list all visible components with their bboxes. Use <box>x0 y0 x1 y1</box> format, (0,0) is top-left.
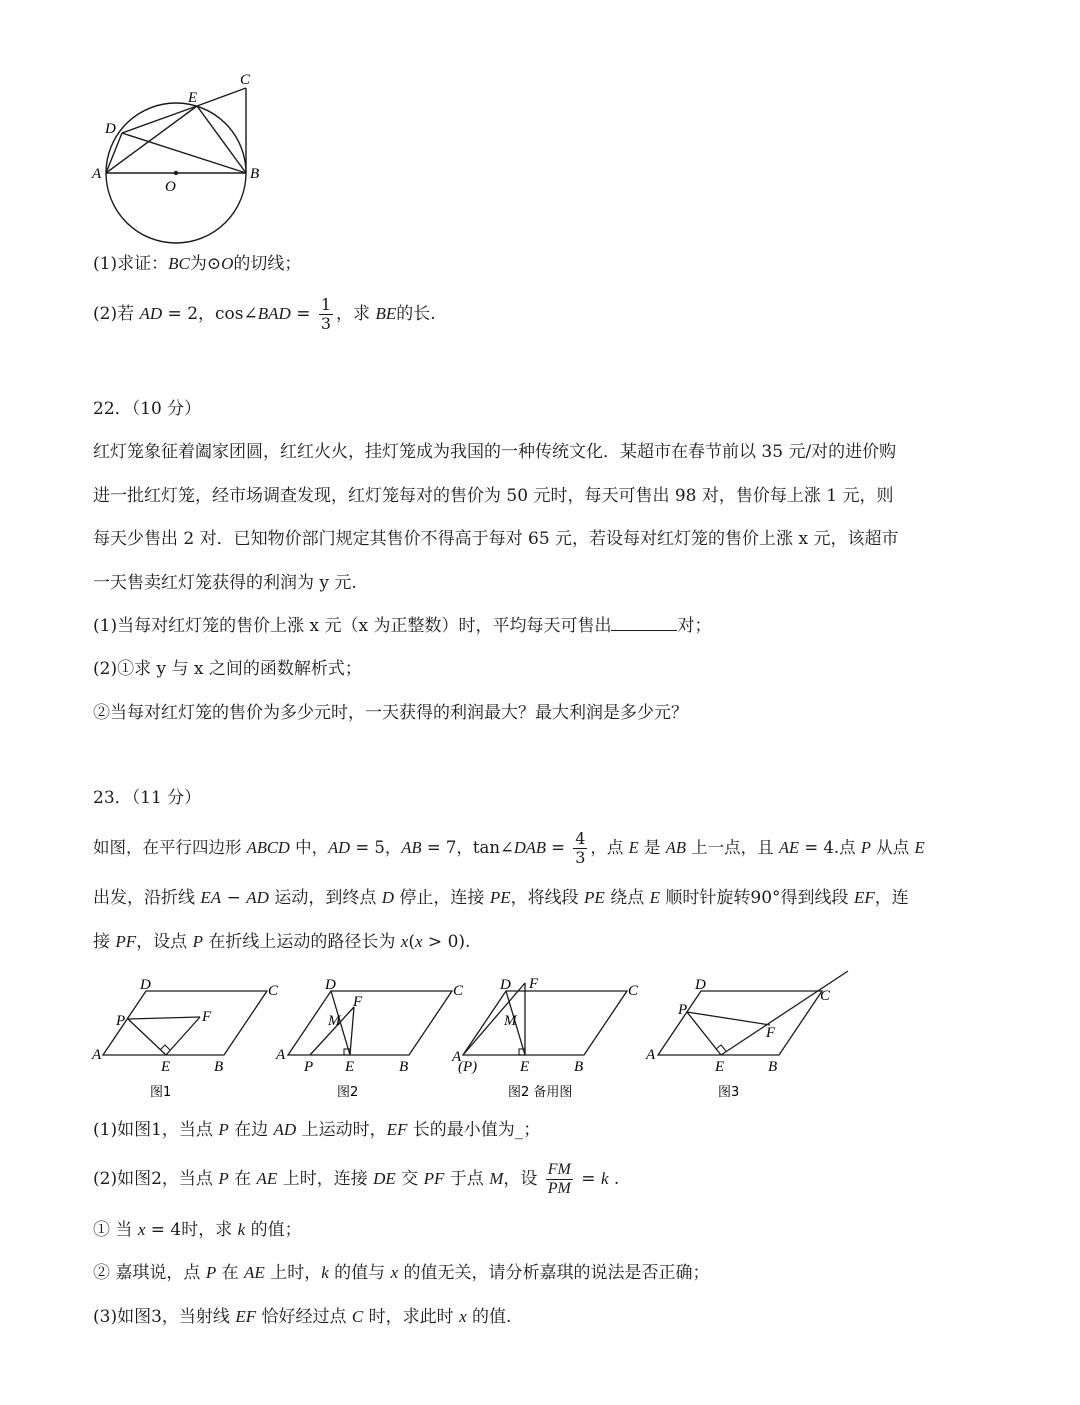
fig3-label-c: C <box>628 983 639 999</box>
q23-figure-3 <box>640 965 860 1105</box>
fig1-label-f: F <box>202 1009 212 1025</box>
q22-question-2a: (2)①求 y 与 x 之间的函数解析式； <box>93 659 362 679</box>
fig3-label-d: D <box>500 977 511 993</box>
q23-sub-2-2: ② 嘉琪说，点 P 在 AE 上时，k 的值与 x 的值无关，请分析嘉琪的说法是否正确； <box>93 1263 710 1283</box>
segment-pf <box>128 1017 200 1019</box>
fig4-label-b: B <box>768 1059 778 1075</box>
fig3-label-a: A <box>452 1049 462 1065</box>
label-b: B <box>250 166 260 182</box>
label-e: E <box>188 90 198 106</box>
q23-para-line-1: 如图，在平行四边形 ABCD 中，AD = 5，AB = 7，tan∠DAB = $\frac{4}{3}$ ，点 E 是 AB 上一点，且 AE = 4.点 P 从点 E <box>93 829 925 867</box>
segment-de <box>122 106 197 133</box>
fig4-caption: 图3 <box>718 1085 740 1100</box>
fig2-label-p: P <box>304 1059 314 1075</box>
q23-sub-2: (2)如图2，当点 P 在 AE 上时，连接 DE 交 PF 于点 M，设 $\frac{FM}{PM}$ = k . <box>93 1161 620 1197</box>
fig3-caption: 图2 备用图 <box>508 1085 573 1100</box>
fig2-label-e: E <box>345 1059 355 1075</box>
label-c: C <box>240 72 251 88</box>
fig4-label-d: D <box>695 977 706 993</box>
fig2-label-f: F <box>353 994 363 1010</box>
center-dot <box>174 171 178 175</box>
segment-ce <box>197 88 246 106</box>
fraction-four-thirds: $\frac{4}{3}$ <box>575 829 586 867</box>
fig3-label-e: E <box>520 1059 530 1075</box>
fig1-label-e: E <box>161 1059 171 1075</box>
fraction-one-third: $\frac{1}{3}$ <box>320 295 332 333</box>
fig3-label-b: B <box>574 1059 584 1075</box>
fig3-label-m: M <box>504 1013 517 1029</box>
fig3-label-f: F <box>529 976 539 992</box>
q21-part1: (1)求证：BC为⊙O的切线； <box>93 254 302 274</box>
fig2-label-m: M <box>328 1013 341 1029</box>
fraction-fm-pm: $\frac{FM}{PM}$ <box>547 1161 571 1197</box>
q22-para-line-4: 一天售卖红灯笼获得的利润为 y 元. <box>93 573 357 593</box>
label-d: D <box>105 121 116 137</box>
right-angle-mark <box>160 1045 170 1050</box>
q22-header: 22．（10 分） <box>93 399 202 419</box>
parallelogram-abcd <box>658 991 822 1055</box>
q21-circle-figure <box>85 65 285 260</box>
q23-para-line-3: 接 PF，设点 P 在折线上运动的路径长为 x(x > 0). <box>93 932 471 952</box>
fig4-label-c: C <box>820 988 831 1004</box>
segment-pf <box>687 1012 770 1025</box>
q22-question-1: (1)当每对红灯笼的售价上涨 x 元（x 为正整数）时，平均每天可售出 对； <box>93 616 712 636</box>
parallelogram-abcd <box>103 991 267 1055</box>
q21-part2: (2)若 AD = 2，cos∠BAD = $\frac{1}{3}$ ，求 BE的长. <box>93 295 436 333</box>
fig1-label-d: D <box>140 977 151 993</box>
q23-header: 23．（11 分） <box>93 788 202 808</box>
parallelogram-abcd <box>288 991 452 1055</box>
q23-sub-3: (3)如图3，当射线 EF 恰好经过点 C 时，求此时 x 的值. <box>93 1307 512 1327</box>
segment-db <box>122 133 246 173</box>
ray-ef <box>721 971 848 1055</box>
q22-para-line-1: 红灯笼象征着阖家团圆，红红火火，挂灯笼成为我国的一种传统文化．某超市在春节前以 35 元/对的进价购 <box>93 442 897 462</box>
segment-eb <box>197 106 246 173</box>
fig2-label-c: C <box>453 983 464 999</box>
q23-sub-2-1: ① 当 x = 4时，求 k 的值； <box>93 1220 302 1240</box>
q23-sub-1: (1)如图1，当点 P 在边 AD 上运动时，EF 长的最小值为_； <box>93 1120 541 1140</box>
fig1-label-a: A <box>92 1047 102 1063</box>
q23-figure-2 <box>270 975 470 1105</box>
fig1-label-p: P <box>116 1013 126 1029</box>
fig2-label-d: D <box>325 977 336 993</box>
fig2-caption: 图2 <box>337 1085 359 1100</box>
fig4-label-a: A <box>646 1047 656 1063</box>
q23-figure-1 <box>90 975 290 1105</box>
segment-ef <box>166 1017 200 1055</box>
label-a: A <box>92 166 102 182</box>
q22-para-line-2: 进一批红灯笼，经市场调查发现，红灯笼每对的售价为 50 元时，每天可售出 98 对，售价每上涨 1 元，则 <box>93 486 894 506</box>
q22-para-line-3: 每天少售出 2 对．已知物价部门规定其售价不得高于每对 65 元，若设每对红灯笼的售价上涨 x 元，该超市 <box>93 529 899 549</box>
fig1-label-b: B <box>214 1059 224 1075</box>
fig4-label-p: P <box>678 1002 688 1018</box>
parallelogram-abcd <box>463 991 627 1055</box>
segment-ef <box>350 1007 354 1055</box>
fig4-label-f: F <box>766 1025 776 1041</box>
fig1-caption: 图1 <box>150 1085 172 1100</box>
q23-para-line-2: 出发，沿折线 EA − AD 运动，到终点 D 停止，连接 PE，将线段 PE 绕点 E 顺时针旋转90°得到线段 EF，连 <box>93 888 909 908</box>
fig2-label-b: B <box>399 1059 409 1075</box>
fig3-label-p: (P) <box>458 1059 478 1075</box>
fig4-label-e: E <box>715 1059 725 1075</box>
label-o: O <box>165 179 176 195</box>
fig2-label-a: A <box>276 1047 286 1063</box>
q22-question-2b: ②当每对红灯笼的售价为多少元时，一天获得的利润最大？最大利润是多少元？ <box>93 703 688 723</box>
q23-figure-2-backup <box>450 975 650 1105</box>
answer-blank[interactable] <box>611 614 677 631</box>
fig1-label-c: C <box>268 983 279 999</box>
